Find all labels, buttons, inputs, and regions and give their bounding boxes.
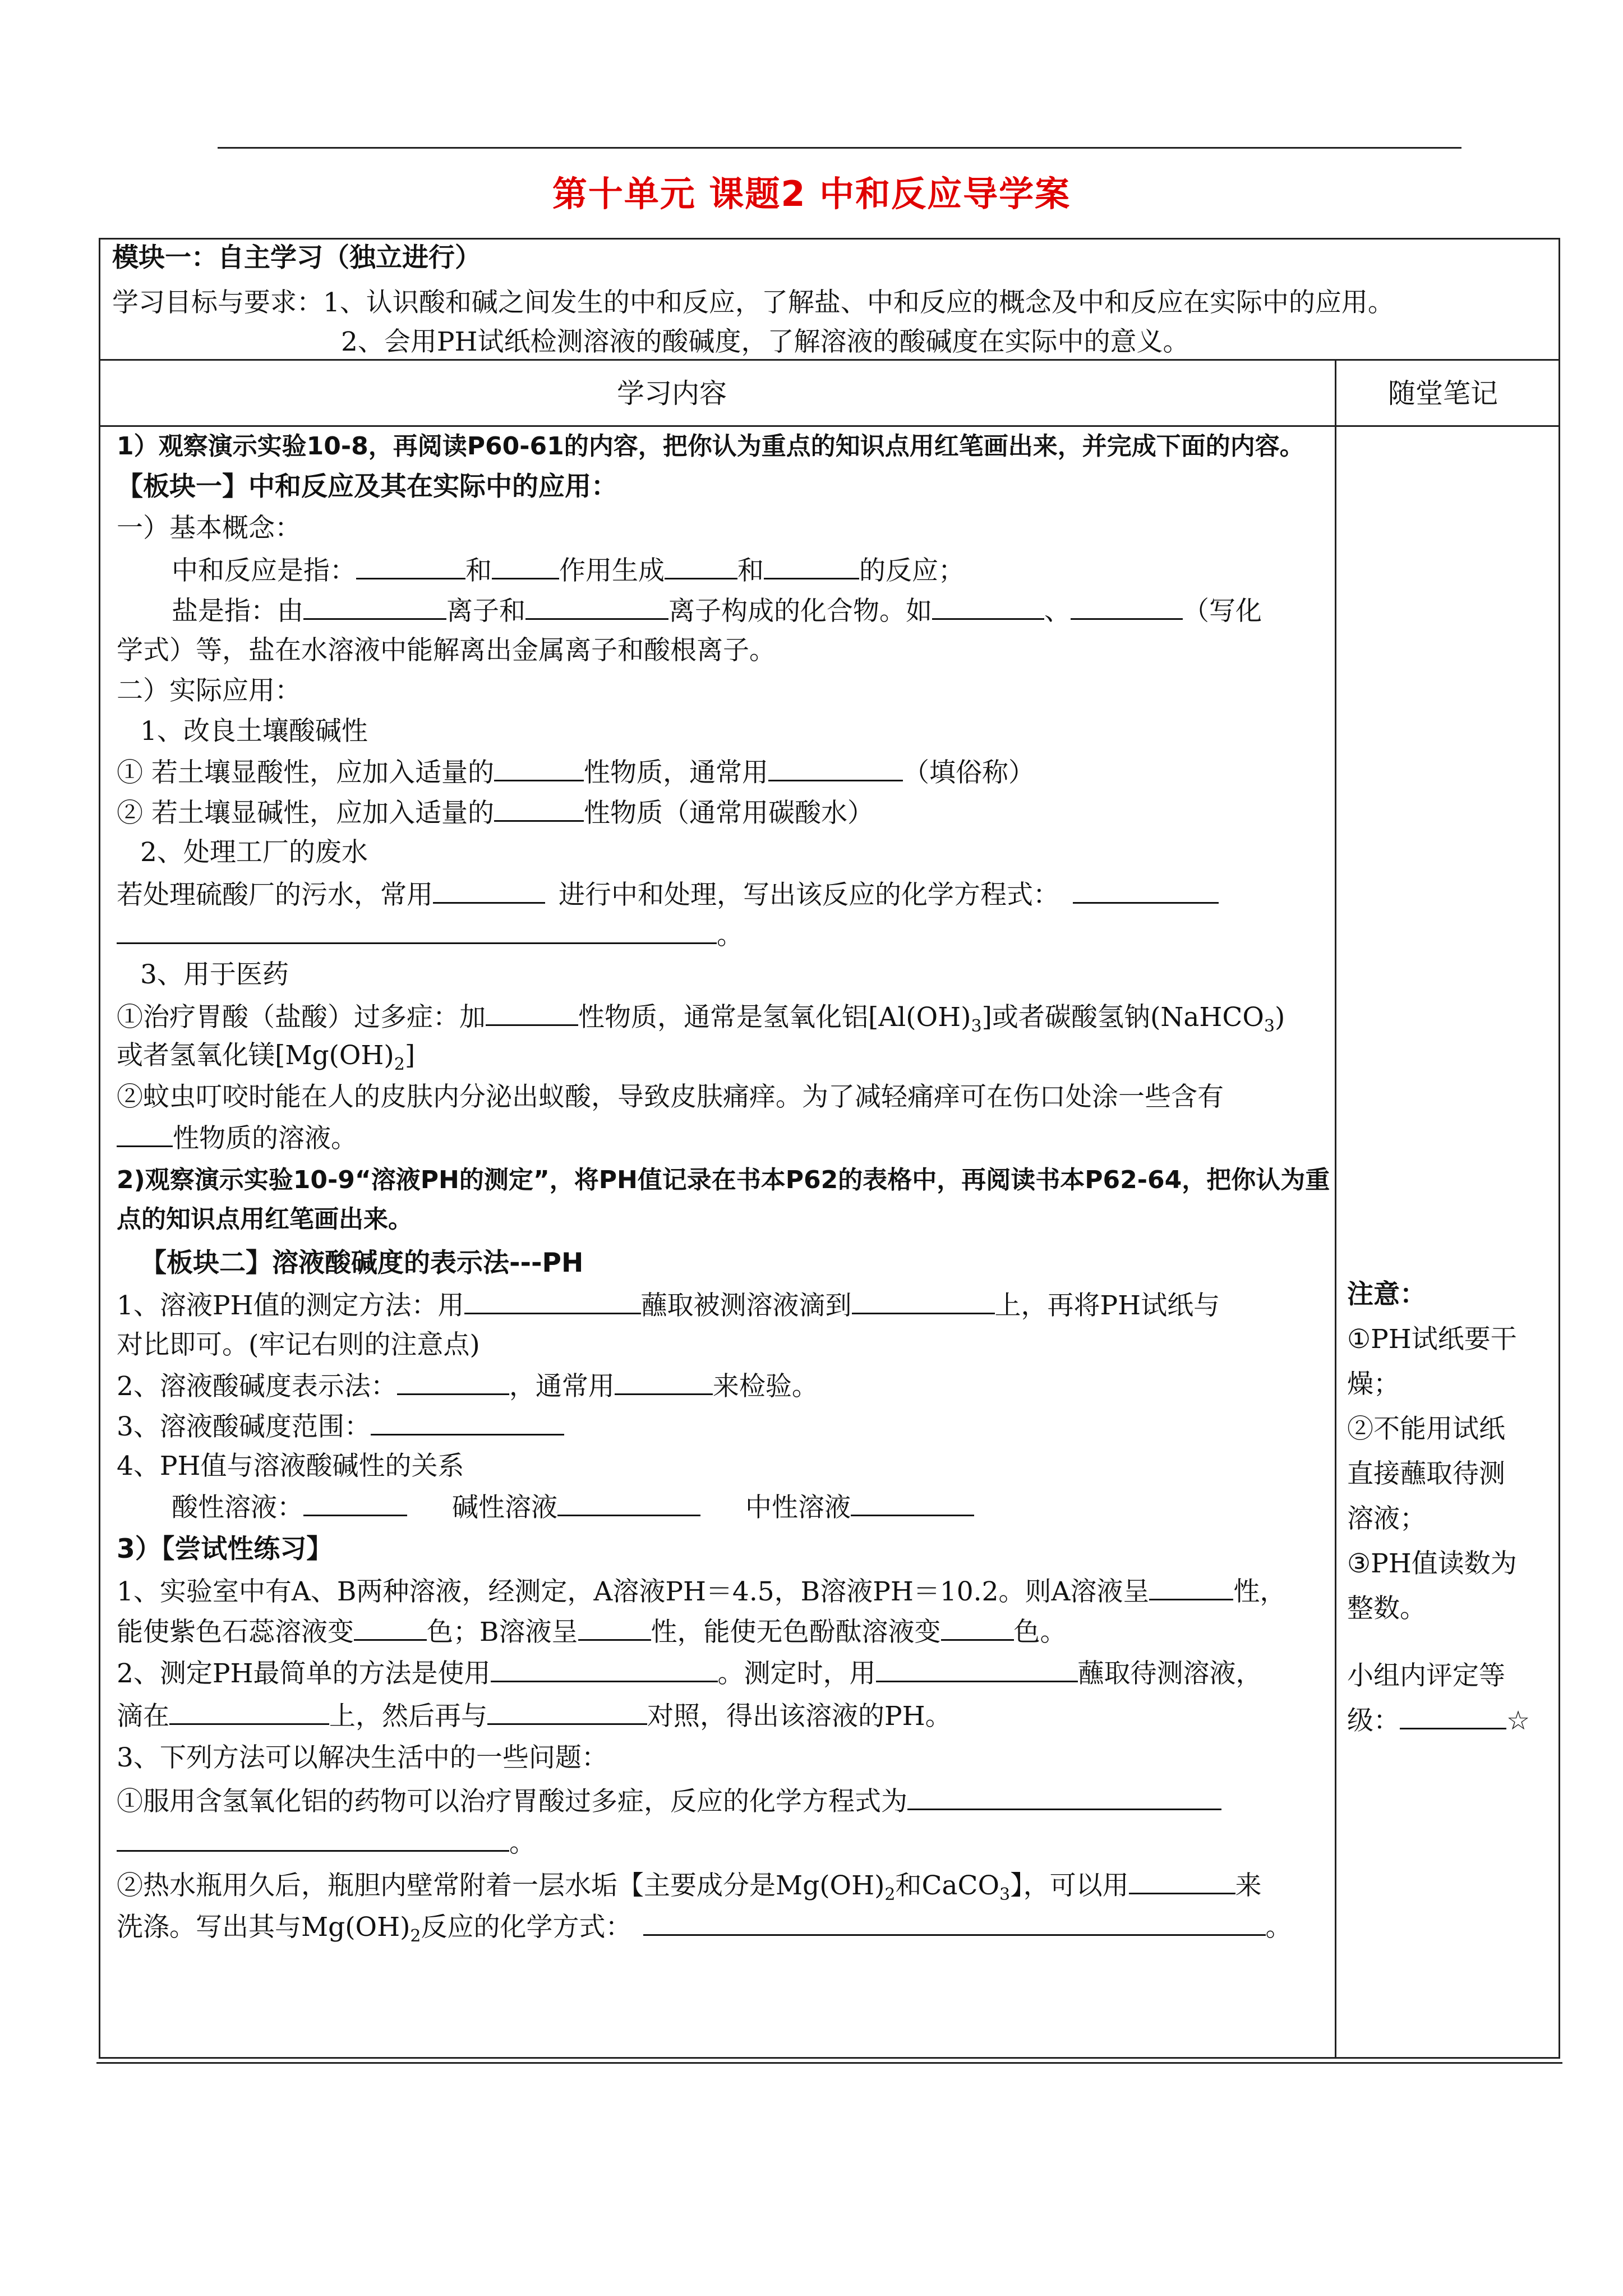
page-title: 第十单元 课题2 中和反应导学案 [552, 173, 1071, 214]
wastewater-line: 若处理硫酸厂的污水，常用 进行中和处理，写出该反应的化学方程式： [117, 877, 1219, 912]
note-3-continued: 整数。 [1347, 1593, 1426, 1624]
learning-goal-2: 2、会用PH试纸检测溶液的酸碱度，了解溶液的酸碱度在实际中的意义。 [341, 326, 1189, 357]
note-1-continued: 燥； [1347, 1369, 1400, 1400]
note-3: ③PH值读数为 [1347, 1548, 1517, 1579]
exercise-3-item-2: ②热水瓶用久后，瓶胆内壁常附着一层水垢【主要成分是$Mg(OH)_2$和CaCO$_3$】，可以用 来 [117, 1868, 1262, 1903]
exercise-3-item-2-continued: 洗涤。写出其与$Mg(OH)_2$反应的化学方式： 。 [117, 1910, 1292, 1944]
note-1: ①PH试纸要干 [1347, 1324, 1517, 1355]
salt-definition: 盐是指：由 离子和 离子构成的化合物。如 、 （写化 [172, 593, 1262, 628]
table-bottom-rule [96, 2062, 1562, 2064]
wastewater-equation-line: 。 [117, 918, 743, 953]
fill-blank[interactable] [303, 1490, 407, 1516]
fill-blank[interactable] [941, 1614, 1014, 1641]
fill-blank[interactable] [1071, 593, 1183, 620]
equation-blank[interactable] [907, 1784, 1221, 1810]
section-2-intro: 2)观察演示实验10-9“溶液PH的测定”，将PH值记录在书本P62的表格中，再阅读书本P62-64，把你认为重 [117, 1166, 1330, 1194]
table-divider [99, 359, 1560, 361]
fill-blank[interactable] [491, 1656, 718, 1682]
note-2: ②不能用试纸 [1347, 1414, 1505, 1444]
fill-blank[interactable] [764, 553, 859, 579]
exercise-3-item-1-continued: 。 [117, 1825, 536, 1860]
neutralization-definition: 中和反应是指： 和 作用生成 和 的反应； [172, 553, 965, 588]
practical-applications-heading: 二）实际应用： [117, 675, 301, 706]
fill-blank[interactable] [486, 1000, 578, 1026]
exercise-1-line: 1、实验室中有A、B两种溶液，经测定，A溶液PH＝4.5，B溶液PH＝10.2。则A溶液呈 性， [117, 1574, 1286, 1609]
fill-blank[interactable] [557, 1490, 700, 1516]
ph-range-line: 3、溶液酸碱度范围： [117, 1409, 564, 1444]
wastewater-heading: 2、处理工厂的废水 [140, 837, 368, 868]
salt-definition-continued: 学式）等，盐在水溶液中能解离出金属离子和酸根离子。 [117, 635, 776, 666]
block-2-title: 【板块二】溶液酸碱度的表示法---PH [140, 1248, 584, 1278]
grade-blank[interactable] [1400, 1703, 1506, 1729]
exercise-2-line-continued: 滴在 上，然后再与 对照，得出该溶液的PH。 [117, 1699, 952, 1733]
fill-blank[interactable] [487, 1699, 647, 1725]
equation-blank[interactable] [117, 1825, 509, 1852]
fill-blank[interactable] [371, 1409, 564, 1435]
stomach-acid-line: ①治疗胃酸（盐酸）过多症：加 性物质，通常是氢氧化铝$[Al(OH)_3]$或者碳酸氢钠(NaHCO$_3$) [117, 1000, 1285, 1034]
section-2-intro-continued: 点的知识点用红笔画出来。 [117, 1205, 413, 1234]
soil-heading: 1、改良土壤酸碱性 [140, 716, 368, 747]
exercise-1-line-continued: 能使紫色石蕊溶液变 色；B溶液呈 性，能使无色酚酞溶液变 色。 [117, 1614, 1067, 1649]
module-heading: 模块一：自主学习（独立进行） [112, 242, 481, 273]
soil-acidic-line: ① 若土壤显酸性，应加入适量的 性物质，通常用 （填俗称） [117, 755, 1035, 790]
equation-blank[interactable] [1073, 877, 1219, 904]
fill-blank[interactable] [852, 1288, 995, 1314]
column-header-content: 学习内容 [617, 378, 727, 409]
column-header-notes: 随堂笔记 [1388, 378, 1498, 409]
fill-blank[interactable] [117, 1121, 173, 1147]
fill-blank[interactable] [578, 1614, 651, 1641]
note-2-continued: 溶液； [1347, 1503, 1426, 1534]
fill-blank[interactable] [1129, 1868, 1235, 1894]
section-3-heading: 3）【尝试性练习】 [117, 1534, 333, 1565]
stomach-acid-line-continued: 或者氢氧化镁$[Mg(OH)_2]$ [117, 1040, 416, 1074]
star-icon: ☆ [1506, 1705, 1530, 1736]
soil-alkaline-line: ② 若土壤显碱性，应加入适量的 性物质（通常用碳酸水） [117, 795, 874, 830]
insect-bite-line: ②蚊虫叮咬时能在人的皮肤内分泌出蚁酸，导致皮肤痛痒。为了减轻痛痒可在伤口处涂一些含有 [117, 1082, 1224, 1112]
ph-method-line-continued: 对比即可。(牢记右则的注意点) [117, 1329, 480, 1360]
exercise-2-line: 2、测定PH最简单的方法是使用 。测定时，用 蘸取待测溶液， [117, 1656, 1262, 1691]
learning-goal-1: 学习目标与要求：1、认识酸和碱之间发生的中和反应，了解盐、中和反应的概念及中和反应在实际中的应用。 [112, 287, 1394, 318]
top-rule [218, 147, 1461, 149]
fill-blank[interactable] [851, 1490, 974, 1516]
fill-blank[interactable] [464, 1288, 641, 1314]
fill-blank[interactable] [433, 877, 545, 904]
grade-label: 小组内评定等 [1347, 1660, 1505, 1691]
medicine-heading: 3、用于医药 [140, 959, 289, 990]
ph-method-line: 1、溶液PH值的测定方法：用 蘸取被测溶液滴到 上，再将PH试纸与 [117, 1288, 1220, 1323]
fill-blank[interactable] [665, 553, 737, 579]
ph-expression-line: 2、溶液酸碱度表示法： ，通常用 来检验。 [117, 1369, 818, 1404]
fill-blank[interactable] [525, 593, 668, 620]
fill-blank[interactable] [876, 1656, 1078, 1682]
equation-blank[interactable] [117, 918, 717, 944]
note-2-continued: 直接蘸取待测 [1347, 1458, 1505, 1489]
equation-blank[interactable] [643, 1910, 1266, 1936]
ph-relation-line: 酸性溶液： 碱性溶液 中性溶液 [172, 1490, 974, 1525]
fill-blank[interactable] [615, 1369, 713, 1395]
block-1-title: 【板块一】中和反应及其在实际中的应用： [117, 471, 617, 502]
exercise-3-heading: 3、下列方法可以解决生活中的一些问题： [117, 1742, 608, 1773]
grade-line: 级： ☆ [1347, 1699, 1555, 1743]
insect-bite-line-continued: 性物质的溶液。 [117, 1121, 357, 1156]
fill-blank[interactable] [356, 553, 465, 579]
notes-column [1347, 1272, 1555, 1743]
fill-blank[interactable] [303, 593, 446, 620]
fill-blank[interactable] [494, 755, 584, 781]
fill-blank[interactable] [492, 553, 559, 579]
fill-blank[interactable] [768, 755, 903, 781]
fill-blank[interactable] [397, 1369, 509, 1395]
column-divider [1335, 359, 1336, 2059]
fill-blank[interactable] [494, 795, 584, 822]
fill-blank[interactable] [932, 593, 1044, 620]
fill-blank[interactable] [169, 1699, 329, 1725]
fill-blank[interactable] [354, 1614, 427, 1641]
exercise-3-item-1: ①服用含氢氧化铝的药物可以治疗胃酸过多症，反应的化学方程式为 [117, 1784, 1221, 1819]
section-1-intro: 1）观察演示实验10-8，再阅读P60-61的内容，把你认为重点的知识点用红笔画出来，并完成下面的内容。 [117, 432, 1304, 461]
basic-concepts-heading: 一）基本概念： [117, 513, 301, 544]
ph-relation-heading: 4、PH值与溶液酸碱性的关系 [117, 1451, 464, 1481]
fill-blank[interactable] [1149, 1574, 1233, 1600]
table-divider [99, 425, 1560, 427]
notes-heading: 注意： [1347, 1279, 1426, 1310]
